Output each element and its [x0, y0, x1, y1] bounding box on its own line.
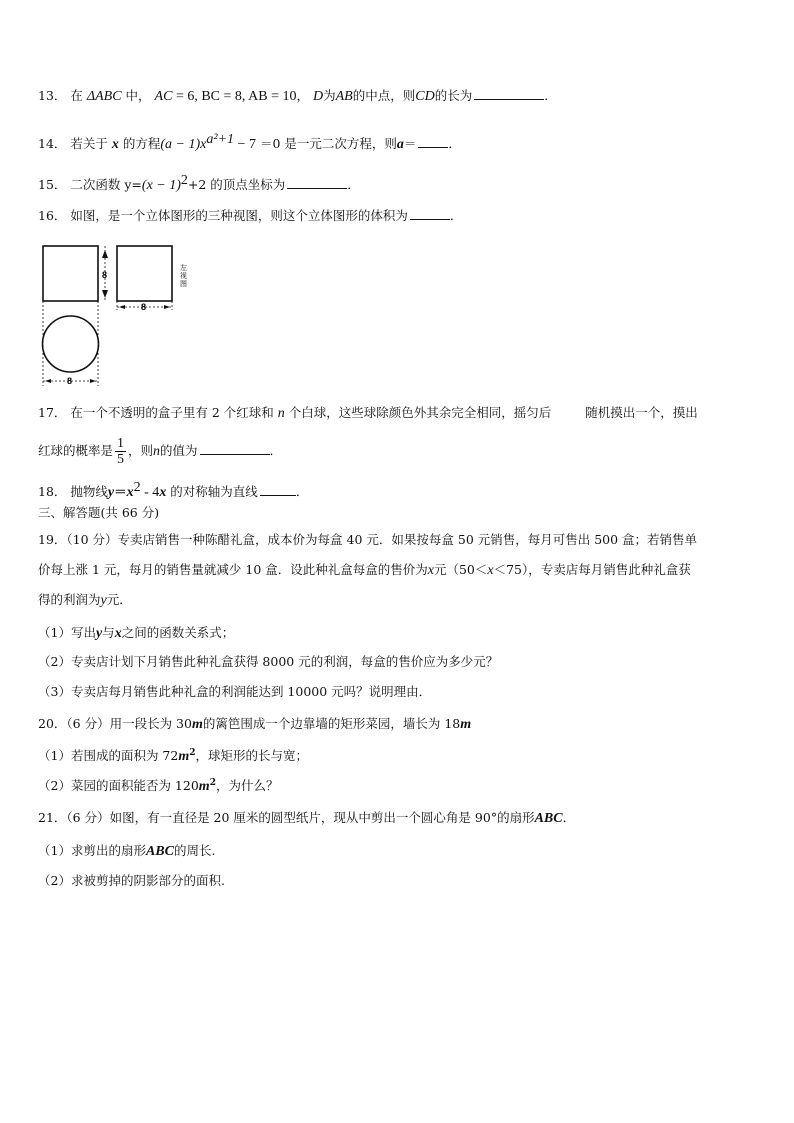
math: y [95, 626, 103, 641]
math: - 4 [140, 485, 160, 501]
math: m [460, 717, 472, 732]
text: ． [347, 177, 360, 193]
math-exponent: 2 [180, 173, 188, 188]
question-number: 17． [38, 405, 67, 420]
math-exponent: 2 [189, 748, 196, 758]
text: 如图，是一个立体图形的三种视图，则这个立体图形的体积为 [70, 208, 408, 223]
question-16 [38, 210, 462, 223]
math: x [200, 137, 207, 153]
question-21 [38, 812, 575, 826]
question-21-part-1 [38, 845, 215, 859]
side-view-label: 左 [180, 264, 187, 272]
text: （2）求被剪掉的阴影部分的面积. [38, 873, 225, 888]
question-20-part-2 [38, 779, 278, 794]
text: 为 [323, 88, 336, 103]
math-exponent: 2 [209, 778, 216, 788]
text: 19．（10 分）专卖店销售一种陈醋礼盒，成本价为每盒 40 元．如果按每盒 50 元销售，每月可售出 500 盒；若销售单 [38, 532, 698, 547]
text: 中， [125, 88, 151, 103]
answer-blank[interactable] [474, 98, 544, 100]
text: ． [448, 136, 461, 152]
question-17 [38, 407, 698, 421]
math: x [427, 563, 434, 578]
text: ＜75），专卖店每月销售此种礼盒获 [493, 562, 691, 577]
text: 个白球，这些球除颜色外其余完全相同，摇匀后 [288, 405, 552, 420]
question-17-line-2 [38, 436, 282, 467]
answer-blank[interactable] [418, 146, 448, 148]
arrow-left-icon [45, 379, 51, 383]
question-21-part-2 [38, 875, 225, 888]
top-view-circle [43, 316, 99, 372]
math: x [111, 137, 119, 153]
dimension-height-label: 8 [102, 270, 108, 280]
text: ， [296, 88, 309, 103]
text: ＝0 是一元二次方程，则 [259, 136, 397, 152]
text: 之间的函数关系式； [121, 625, 235, 640]
fraction-numerator: 1 [117, 436, 125, 451]
math: y [100, 593, 107, 608]
text: 的周长. [173, 843, 216, 858]
text: 的值为 [160, 443, 198, 458]
text: 抛物线 [70, 484, 108, 500]
math: ABC [534, 811, 563, 826]
text: 若关于 [70, 136, 108, 152]
math-exponent: a²+1 [206, 132, 235, 147]
text: 的长为 [434, 88, 473, 103]
math: x [159, 485, 167, 501]
section-title: 三、解答题(共 66 分) [38, 505, 160, 520]
question-number: 14． [38, 136, 67, 152]
text: 在一个不透明的盒子里有 2 个红球和 [70, 405, 274, 420]
math: a [396, 137, 404, 153]
text: （3）专卖店每月销售此种礼盒的利润能达到 10000 元吗？说明理由． [38, 684, 432, 699]
arrow-right-icon [164, 305, 170, 309]
math: (a − 1) [160, 137, 201, 153]
question-19-part-3 [38, 686, 431, 699]
math: ＝ [114, 484, 127, 500]
math: m [198, 779, 210, 795]
text: 的中点，则 [352, 88, 416, 103]
math: y [107, 485, 115, 501]
three-views-figure [35, 238, 205, 390]
math: AB [335, 89, 353, 104]
text: 的篱笆围成一个边靠墙的矩形菜园，墙长为 18 [202, 716, 461, 731]
question-number: 15． [38, 177, 67, 193]
question-19-line-2 [38, 564, 691, 578]
math: AC [154, 89, 173, 104]
question-number: 18． [38, 484, 67, 500]
side-view-square [117, 246, 172, 301]
arrow-down-icon [102, 290, 108, 298]
answer-blank[interactable] [287, 187, 347, 189]
math: ΔABC [86, 89, 122, 104]
question-19-part-1 [38, 627, 234, 641]
text: 的方程 [122, 136, 161, 152]
text: （1）求剪出的扇形 [38, 843, 146, 858]
text: 在 [70, 88, 83, 103]
text: ＝ [403, 136, 417, 152]
fraction-one-fifth [115, 436, 126, 467]
dimension-width-label: 8 [67, 376, 73, 386]
math: = 6, BC = 8, AB = 10 [172, 89, 297, 104]
question-19 [38, 534, 697, 547]
arrow-up-icon [102, 250, 108, 258]
text: ． [544, 88, 557, 103]
question-14 [38, 133, 461, 152]
answer-blank[interactable] [410, 218, 450, 220]
text: （1）写出 [38, 625, 96, 640]
math: − 7 [234, 137, 256, 153]
question-number: 13． [38, 88, 67, 103]
text: 的对称轴为直线 [170, 484, 258, 500]
section-heading [38, 507, 159, 520]
text: ． [269, 443, 283, 458]
side-view-label: 视 [180, 272, 187, 280]
fraction-denominator: 5 [117, 452, 125, 467]
text: ． [295, 484, 309, 500]
text: （2）菜园的面积能否为 120 [38, 778, 199, 794]
text: 红球的概率是 [38, 443, 114, 458]
text: 元（50＜ [433, 562, 488, 577]
math-exponent: 2 [133, 480, 141, 495]
answer-blank[interactable] [200, 453, 270, 455]
text: ． [562, 810, 576, 825]
question-20-part-1 [38, 749, 308, 764]
front-view-square [43, 246, 98, 301]
text: ． [449, 208, 463, 223]
text: 价每上涨 1 元，每月的销售量就减少 10 盒．设此种礼盒每盒的售价为 [38, 562, 428, 577]
question-15 [38, 174, 360, 193]
math: ABC [145, 844, 174, 859]
math: x [126, 485, 134, 501]
math: (x − 1) [141, 178, 181, 194]
text: 随机摸出一个，摸出 [585, 405, 698, 420]
math: CD [415, 89, 435, 104]
question-19-part-2 [38, 656, 498, 669]
text: 与 [102, 625, 115, 640]
arrow-left-icon [119, 305, 125, 309]
math: m [178, 749, 190, 765]
text: +2 的顶点坐标为 [187, 177, 286, 193]
math: x [487, 563, 494, 578]
math: D [312, 89, 324, 104]
text: 21．（6 分）如图，有一直径是 20 厘米的圆型纸片，现从中剪出一个圆心角是 90°的扇形 [38, 810, 535, 825]
text: 20．（6 分）用一段长为 30 [38, 716, 192, 731]
math: m [191, 717, 203, 732]
math: n [153, 444, 161, 459]
question-20 [38, 718, 471, 732]
text: （1）若围成的面积为 72 [38, 748, 179, 764]
text: ，则 [128, 443, 154, 458]
math: n [277, 406, 285, 421]
text: 得的利润为 [38, 592, 101, 607]
dimension-width-label: 8 [141, 302, 147, 312]
text: 二次函数 y= [70, 177, 142, 193]
question-19-line-3 [38, 594, 132, 608]
text: （2）专卖店计划下月销售此种礼盒获得 8000 元的利润，每盒的售价应为多少元？ [38, 654, 499, 669]
text: 元． [106, 592, 132, 607]
question-number: 16． [38, 208, 67, 223]
question-13 [38, 90, 557, 104]
text: ，球矩形的长与宽； [195, 748, 309, 764]
answer-blank[interactable] [260, 494, 296, 496]
question-18 [38, 481, 308, 500]
side-view-label: 图 [180, 280, 187, 288]
text: ，为什么？ [215, 778, 279, 794]
math: x [114, 626, 122, 641]
arrow-right-icon [90, 379, 96, 383]
